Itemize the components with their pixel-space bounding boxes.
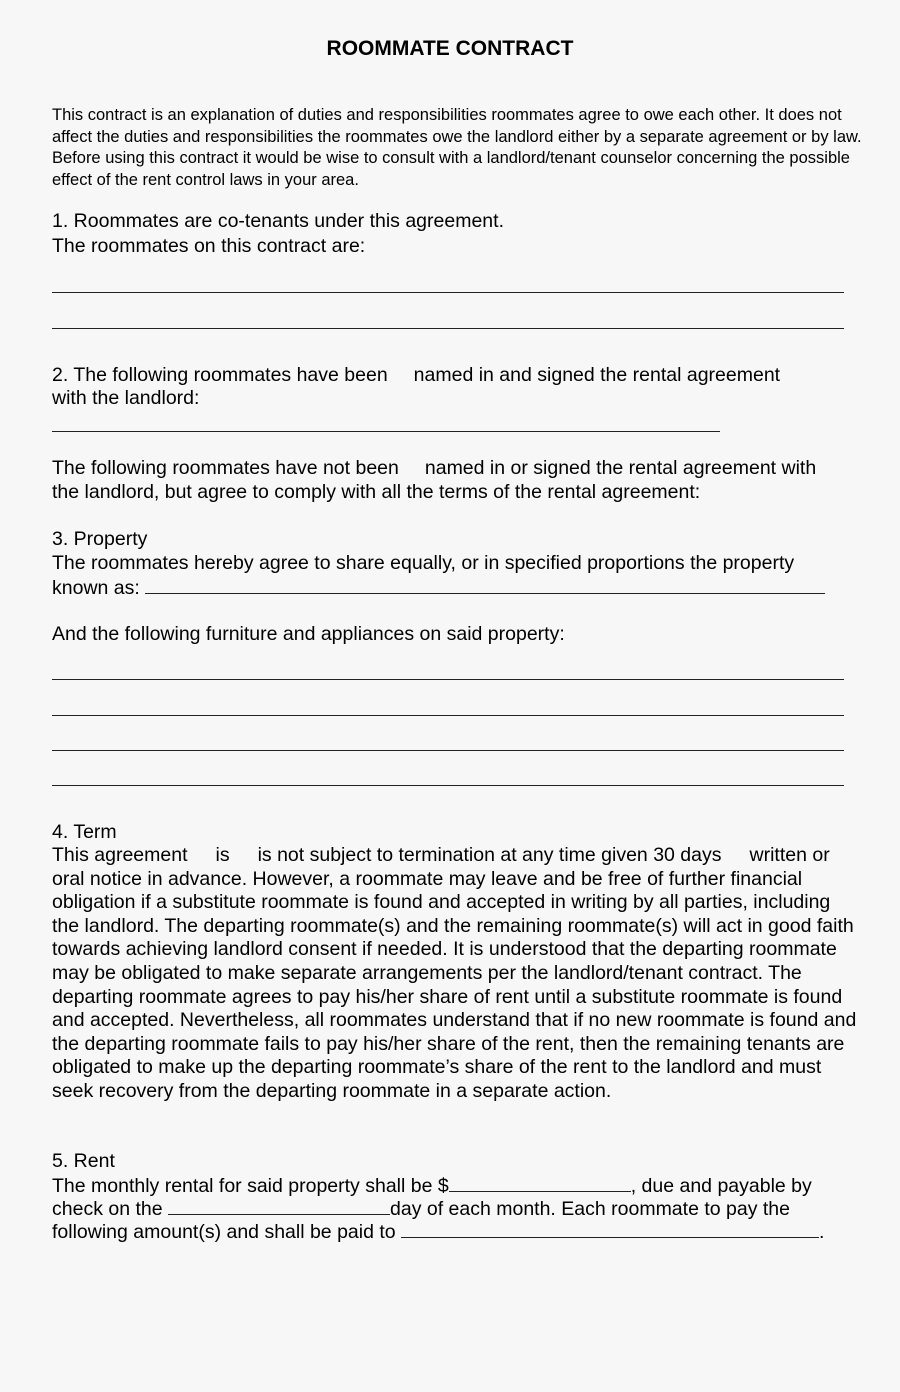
rent-period: .	[819, 1221, 825, 1243]
section-4-paragraph	[52, 844, 862, 1104]
document-title: ROOMMATE CONTRACT	[326, 37, 574, 60]
roommate-name-line-1[interactable]	[52, 292, 844, 293]
intro-paragraph: This contract is an explanation of duties and responsibilities roommates agree to owe each other. It does not affect the duties and responsibilities the roommates owe the landlord either by a separate agreement or by law. Before using this contract it would be wise to consult with a landlord/tenant counselor concerning the possible effect of the rent control laws in your area.	[52, 106, 862, 189]
rent-check-label: check on the	[52, 1198, 163, 1220]
term-text-4: written	[749, 844, 807, 866]
section-2-named-text-a: 2. The following roommates have been	[52, 364, 388, 386]
section-2-named-line-2: with the landlord:	[52, 387, 200, 409]
rent-amount-field[interactable]	[449, 1173, 631, 1192]
furniture-line-2[interactable]	[52, 715, 844, 716]
furniture-line-3[interactable]	[52, 750, 844, 751]
rent-due-text: , due and payable by	[630, 1175, 812, 1197]
property-address-line[interactable]	[145, 575, 825, 594]
section-2-named-text-b: named in and signed the rental agreement	[413, 364, 781, 386]
named-roommates-line[interactable]	[52, 431, 720, 432]
rent-line-2	[52, 1196, 790, 1222]
term-text-5: or	[812, 844, 830, 866]
section-3-heading: 3. Property	[52, 528, 148, 550]
roommate-name-line-2[interactable]	[52, 328, 844, 329]
rent-line-1	[52, 1173, 812, 1199]
section-2-not-named-line-1	[52, 457, 816, 481]
section-1-statement: 1. Roommates are co-tenants under this agreement.	[52, 210, 504, 232]
furniture-line-1[interactable]	[52, 679, 844, 680]
section-2-named-line-1	[52, 364, 780, 388]
furniture-line-4[interactable]	[52, 785, 844, 786]
known-as-label: known as:	[52, 577, 140, 599]
section-3-line-1: The roommates hereby agree to share equally, or in specified proportions the property	[52, 552, 795, 574]
term-text-3: is not subject to termination at any time given 30 days	[257, 844, 722, 866]
rent-paid-to-label: following amount(s) and shall be paid to	[52, 1221, 396, 1243]
section-4-heading: 4. Term	[52, 821, 117, 843]
rent-payee-field[interactable]	[401, 1219, 819, 1238]
furniture-label: And the following furniture and appliances on said property:	[52, 623, 565, 645]
term-text-1: This agreement	[52, 844, 188, 866]
section-2-not-named-text-b: named in or signed the rental agreement with	[424, 457, 817, 479]
rent-amount-label: The monthly rental for said property shall be $	[52, 1175, 449, 1197]
term-text-2: is	[215, 844, 230, 866]
section-2-not-named-line-2: the landlord, but agree to comply with all the terms of the rental agreement:	[52, 481, 701, 503]
rent-each-month-text: day of each month. Each roommate to pay the	[390, 1198, 790, 1220]
term-text-6: oral notice in advance. However, a roommate may leave and be free of further financial obligation if a substitute roommate is found and accepted in writing by all parties, including the landlord. The departing roommate(s) and the remaining roommate(s) will act in good faith towards achieving landlord consent if needed. It is understood that the departing roommate may be obligated to make separate arrangements per the landlord/tenant contract. The departing roommate agrees to pay his/her share of rent until a substitute roommate is found and accepted. Nevertheless, all roommates understand that if no new roommate is found and the departing roommate fails to pay his/her share of the rent, then the remaining tenants are obligated to make up the departing roommate’s share of the rent to the landlord and must seek recovery from the departing roommate in a separate action.	[52, 867, 857, 1102]
section-3-known-as	[52, 575, 825, 601]
rent-line-3	[52, 1219, 824, 1245]
section-1-roommates-label: The roommates on this contract are:	[52, 235, 366, 257]
section-5-heading: 5. Rent	[52, 1150, 115, 1172]
rent-due-day-field[interactable]	[168, 1196, 390, 1215]
section-2-not-named-text-a: The following roommates have not been	[52, 457, 399, 479]
